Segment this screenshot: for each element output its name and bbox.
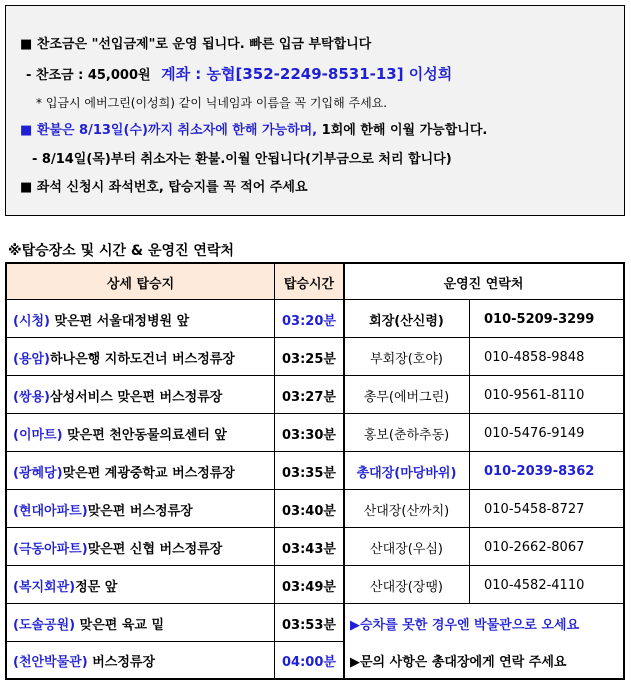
table-row-time: 03:35분 — [282, 465, 336, 481]
table-row-phone: 010-5458-8727 — [484, 501, 585, 517]
table-row-phone: 010-4858-9848 — [484, 349, 585, 365]
table-row-time: 03:25분 — [282, 351, 336, 367]
info-contact-leader: ▶문의 사항은 총대장에게 연락 주세요 — [350, 654, 567, 670]
stop-area-tag: (극동아파트) — [13, 541, 88, 557]
header-contact: 운영진 연락처 — [344, 264, 623, 300]
stop-place: 맞은편 계광중학교 버스정류장 — [62, 465, 235, 481]
table-row-role: 산대장(장땡) — [370, 579, 443, 595]
info-missed-bus: ▶승차를 못한 경우엔 박물관으로 오세요 — [350, 617, 580, 633]
bank-account: 계좌 : 농협[352-2249-8531-13] 이성희 — [161, 65, 453, 83]
table-divider — [7, 565, 623, 566]
table-row-role: 산대장(산까치) — [363, 503, 450, 519]
table-row-phone: 010-2039-8362 — [484, 463, 595, 479]
table-divider — [274, 264, 275, 678]
table-row-role: 총무(에버그린) — [363, 389, 450, 405]
refund-deadline: 환불은 8/13일(수)까지 취소자에 한해 가능하며, — [36, 123, 318, 138]
table-row-time: 03:43분 — [282, 541, 336, 557]
table-row-role: 홍보(춘하추동) — [363, 427, 450, 443]
header-time: 탑승시간 — [275, 264, 343, 300]
table-row-time: 04:00분 — [282, 654, 336, 670]
table-row-time: 03:49분 — [282, 579, 336, 595]
table-divider — [7, 337, 623, 338]
table-row-time: 03:40분 — [282, 503, 336, 519]
stop-area-tag: (복지회관) — [13, 579, 76, 595]
stop-place: 맞은편 신협 버스정류장 — [87, 541, 223, 557]
stop-place: 버스정류장 — [87, 654, 156, 670]
notice-line-deposit-name: * 입금시 에버그린(이성희) 같이 닉네임과 이름을 꼭 기입해 주세요. — [36, 96, 388, 110]
stop-place: 맞은편 서울대정병원 앞 — [50, 313, 190, 329]
stop-area-tag: (쌍용) — [13, 389, 50, 405]
table-row-phone: 010-4582-4110 — [484, 577, 585, 593]
fee-amount: - 찬조금 : 45,000원 — [26, 68, 151, 83]
table-row-stop — [7, 414, 274, 452]
stop-area-tag: (용암) — [13, 351, 50, 367]
boarding-table — [5, 262, 625, 680]
table-row-stop — [7, 300, 274, 338]
notice-line-no-refund: - 8/14일(목)부터 취소자는 환불.이월 안됩니다(기부금으로 처리 합니다) — [32, 152, 452, 167]
table-divider — [7, 527, 623, 528]
stop-place: 맞은편 버스정류장 — [87, 503, 193, 519]
stop-place: 정문 앞 — [75, 579, 118, 595]
notice-line-refund — [20, 122, 487, 140]
table-row-phone: 010-9561-8110 — [484, 387, 585, 403]
table-row-role: 부회장(호야) — [370, 351, 443, 367]
notice-line-prepay: ■ 찬조금은 "선입금제"로 운영 됩니다. 빠른 입금 부탁합니다 — [20, 37, 372, 52]
table-row-stop — [7, 452, 274, 490]
table-row-stop — [7, 642, 274, 678]
table-row-role: 총대장(마당바위) — [356, 465, 457, 481]
table-row-time: 03:53분 — [282, 617, 336, 633]
table-row-stop — [7, 490, 274, 528]
table-divider — [7, 641, 343, 642]
table-row-time: 03:30분 — [282, 427, 336, 443]
table-row-time: 03:20분 — [282, 313, 336, 329]
stop-place: 맞은편 천안동물의료센터 앞 — [62, 427, 227, 443]
stop-place: 삼성서비스 맞은편 버스정류장 — [50, 389, 223, 405]
table-row-stop — [7, 376, 274, 414]
table-row-time: 03:27분 — [282, 389, 336, 405]
table-divider — [7, 375, 623, 376]
table-divider — [469, 300, 470, 604]
table-divider — [7, 451, 623, 452]
stop-area-tag: (천안박물관) — [13, 654, 88, 670]
table-divider — [7, 299, 623, 300]
notice-line-seat: ■ 좌석 신청시 좌석번호, 탑승지를 꼭 적어 주세요 — [20, 180, 308, 195]
section-title: ※탑승장소 및 시간 & 운영진 연락처 — [8, 243, 235, 259]
table-row-stop — [7, 338, 274, 376]
refund-carryover: 1회에 한해 이월 가능합니다. — [321, 123, 488, 138]
header-stop: 상세 탑승지 — [7, 264, 274, 300]
table-divider — [7, 413, 623, 414]
stop-area-tag: (시청) — [13, 313, 50, 329]
stop-place: 맞은편 육교 밑 — [75, 617, 165, 633]
table-row-stop — [7, 604, 274, 642]
table-row-phone: 010-2662-8067 — [484, 539, 585, 555]
table-row-phone: 010-5476-9149 — [484, 425, 585, 441]
notice-line-fee — [26, 65, 452, 85]
table-row-role: 산대장(우심) — [370, 541, 443, 557]
table-divider — [7, 489, 623, 490]
stop-place: 하나은행 지하도건너 버스정류장 — [50, 351, 235, 367]
stop-area-tag: (이마트) — [13, 427, 63, 443]
stop-area-tag: (광혜당) — [13, 465, 63, 481]
stop-area-tag: (현대아파트) — [13, 503, 88, 519]
table-divider — [343, 264, 345, 678]
table-row-role: 회장(산신령) — [369, 313, 444, 329]
notice-box — [5, 5, 625, 216]
table-row-stop — [7, 566, 274, 604]
table-row-phone: 010-5209-3299 — [484, 311, 595, 327]
table-row-stop — [7, 528, 274, 566]
refund-square-icon: ■ — [20, 123, 33, 138]
table-divider — [7, 603, 623, 604]
stop-area-tag: (도솔공원) — [13, 617, 76, 633]
